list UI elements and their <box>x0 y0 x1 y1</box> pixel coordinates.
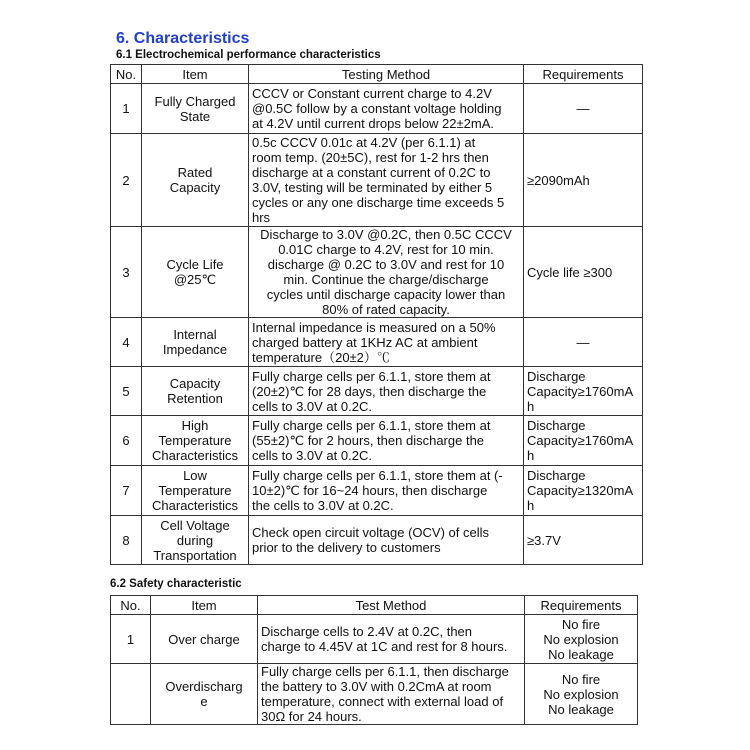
table-header-row <box>111 65 643 84</box>
table-row <box>111 615 638 664</box>
table-row <box>111 416 643 466</box>
section2-heading: 6.2 Safety characteristic <box>110 578 242 590</box>
header-method: Test Method <box>258 596 525 615</box>
row-requirements: ≥3.7V <box>524 516 643 565</box>
row-requirements: Cycle life ≥300 <box>524 227 643 318</box>
row-method: Fully charge cells per 6.1.1, store them at (55±2)℃ for 2 hours, then discharge the cells to 3.0V at 0.2C. <box>249 416 524 466</box>
row-no: 3 <box>111 227 142 318</box>
header-no: No. <box>111 65 142 84</box>
row-no: 8 <box>111 516 142 565</box>
safety-table <box>110 595 638 725</box>
row-no: 1 <box>111 615 151 664</box>
table-header-row <box>111 596 638 615</box>
header-method: Testing Method <box>249 65 524 84</box>
table-row <box>111 466 643 516</box>
row-method: Fully charge cells per 6.1.1, store them at (20±2)℃ for 28 days, then discharge the cells to 3.0V at 0.2C. <box>249 367 524 416</box>
table-row <box>111 664 638 725</box>
section1-heading: 6.1 Electrochemical performance characteristics <box>116 49 381 61</box>
row-no: 5 <box>111 367 142 416</box>
row-no: 1 <box>111 84 142 134</box>
table-row <box>111 318 643 367</box>
row-no: 6 <box>111 416 142 466</box>
row-no <box>111 664 151 725</box>
row-method: Fully charge cells per 6.1.1, store them at (- 10±2)℃ for 16~24 hours, then discharge the cells to 3.0V at 0.2C. <box>249 466 524 516</box>
row-method: Internal impedance is measured on a 50% charged battery at 1KHz AC at ambient temperature（20±2）℃ <box>249 318 524 367</box>
row-requirements: No fire No explosion No leakage <box>525 664 638 725</box>
row-method: Fully charge cells per 6.1.1, then discharge the battery to 3.0V with 0.2CmA at room temperature, connect with external load of 30Ω for 24 hours. <box>258 664 525 725</box>
row-item: Capacity Retention <box>142 367 249 416</box>
table-row <box>111 227 643 318</box>
row-requirements: Discharge Capacity≥1760mA h <box>524 367 643 416</box>
header-requirements: Requirements <box>524 65 643 84</box>
section-title: 6. Characteristics <box>116 30 250 47</box>
row-requirements: ≥2090mAh <box>524 134 643 227</box>
row-requirements: Discharge Capacity≥1320mA h <box>524 466 643 516</box>
row-item: Internal Impedance <box>142 318 249 367</box>
header-no: No. <box>111 596 151 615</box>
table-row <box>111 367 643 416</box>
row-requirements: — <box>524 84 643 134</box>
row-no: 4 <box>111 318 142 367</box>
row-method: 0.5c CCCV 0.01c at 4.2V (per 6.1.1) at room temp. (20±5C), rest for 1-2 hrs then discharge at a constant current of 0.2C to 3.0V, testing will be terminated by either 5 cycles or any one discharge time exceeds 5 hrs <box>249 134 524 227</box>
table-row <box>111 134 643 227</box>
row-requirements: Discharge Capacity≥1760mA h <box>524 416 643 466</box>
table-row <box>111 516 643 565</box>
row-item: Low Temperature Characteristics <box>142 466 249 516</box>
row-method: Check open circuit voltage (OCV) of cells prior to the delivery to customers <box>249 516 524 565</box>
row-item: Fully Charged State <box>142 84 249 134</box>
row-requirements: No fire No explosion No leakage <box>525 615 638 664</box>
electrochemical-table <box>110 64 643 565</box>
row-item: Overdischarg e <box>151 664 258 725</box>
row-item: Rated Capacity <box>142 134 249 227</box>
header-item: Item <box>151 596 258 615</box>
row-requirements: — <box>524 318 643 367</box>
row-item: High Temperature Characteristics <box>142 416 249 466</box>
header-requirements: Requirements <box>525 596 638 615</box>
row-item: Cycle Life @25℃ <box>142 227 249 318</box>
row-no: 7 <box>111 466 142 516</box>
row-no: 2 <box>111 134 142 227</box>
row-item: Over charge <box>151 615 258 664</box>
row-method: Discharge to 3.0V @0.2C, then 0.5C CCCV 0.01C charge to 4.2V, rest for 10 min. discharge @ 0.2C to 3.0V and rest for 10 min. Continue the charge/discharge cycles until discharge capacity lower than 80% of rated capacity. <box>249 227 524 318</box>
header-item: Item <box>142 65 249 84</box>
row-method: Discharge cells to 2.4V at 0.2C, then charge to 4.45V at 1C and rest for 8 hours. <box>258 615 525 664</box>
row-item: Cell Voltage during Transportation <box>142 516 249 565</box>
table-row <box>111 84 643 134</box>
row-method: CCCV or Constant current charge to 4.2V @0.5C follow by a constant voltage holding at 4.2V until current drops below 22±2mA. <box>249 84 524 134</box>
